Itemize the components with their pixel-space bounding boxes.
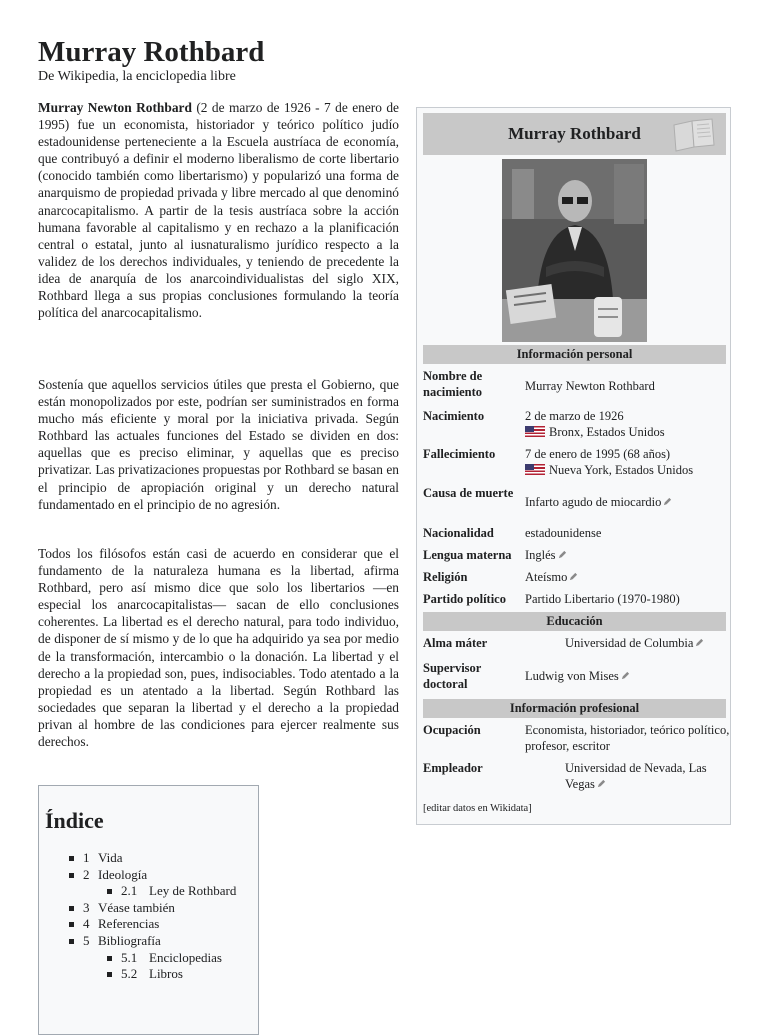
paragraph-intro xyxy=(38,99,399,321)
label-birth-name: Nombre de nacimiento xyxy=(423,369,483,399)
label-occupation: Ocupación xyxy=(423,723,481,737)
pencil-icon[interactable] xyxy=(569,572,578,581)
value-death xyxy=(525,446,730,478)
toc-item[interactable] xyxy=(39,883,259,900)
label-birth: Nacimiento xyxy=(423,409,485,423)
value-occupation[interactable]: Economista, historiador, teórico político, profesor, escritor xyxy=(525,723,730,753)
page-subtitle: De Wikipedia, la enciclopedia libre xyxy=(38,69,236,84)
infobox-title: Murray Rothbard xyxy=(508,124,641,143)
value-language xyxy=(525,547,730,563)
toc-number: 5.1 xyxy=(121,949,138,965)
birth-place-text[interactable]: Bronx, Estados Unidos xyxy=(549,425,665,439)
supervisor-text[interactable]: Ludwig von Mises xyxy=(525,669,619,683)
death-place-text[interactable]: Nueva York, Estados Unidos xyxy=(549,463,694,477)
bullet-icon xyxy=(107,889,112,894)
toc-item[interactable] xyxy=(39,966,259,983)
pencil-icon[interactable] xyxy=(695,638,704,647)
toc-title: Índice xyxy=(45,808,104,833)
toc-text[interactable]: Bibliografía xyxy=(98,932,161,948)
label-party: Partido político xyxy=(423,592,506,606)
toc-text[interactable]: Enciclopedias xyxy=(149,949,222,965)
bullet-icon xyxy=(69,873,74,878)
religion-text[interactable]: Ateísmo xyxy=(525,570,568,584)
value-party[interactable]: Partido Libertario (1970-1980) xyxy=(525,592,680,606)
table-of-contents xyxy=(38,785,259,1035)
paragraph-intro-text: (2 de marzo de 1926 - 7 de enero de 1995) fue un economista, historiador y teórico político judío estadounidense perteneciente a la Escuela austríaca de economía, que contribuyó a definir el moderno liberalismo de corte libertario (conocido también como libertarismo) y popularizó una forma de anarquismo de propiedad privada y libre mercado al que denominó anarcocapitalismo. A partir de la tesis austríaca sobre la acción humana favorable al capitalismo y en rechazo a la planificación central o estatal, junto al iusnaturalismo jurídico respecto a la validez de los derechos individuales, y teniendo de precedente la idea de anarquía de los anarcoindividualistas del siglo XIX, Rothbard llega a sus propias conclusiones formulando la teoría política del anarcocapitalismo. xyxy=(38,100,399,321)
birth-place xyxy=(525,424,730,440)
death-place xyxy=(525,462,730,478)
value-birth-name: Murray Newton Rothbard xyxy=(525,379,655,393)
toc-item[interactable] xyxy=(39,916,259,933)
us-flag-icon xyxy=(525,464,545,475)
value-religion xyxy=(525,569,730,585)
label-death: Fallecimiento xyxy=(423,447,496,461)
toc-text[interactable]: Referencias xyxy=(98,916,160,932)
book-icon xyxy=(670,117,718,153)
bullet-icon xyxy=(69,939,74,944)
toc-item[interactable] xyxy=(39,850,259,867)
value-birth xyxy=(525,408,730,440)
value-supervisor xyxy=(525,668,730,684)
label-religion: Religión xyxy=(423,570,468,584)
section-personal: Información personal xyxy=(423,345,726,364)
toc-text[interactable]: Ley de Rothbard xyxy=(149,883,237,899)
language-text[interactable]: Inglés xyxy=(525,548,556,562)
label-employer: Empleador xyxy=(423,761,483,775)
bullet-icon xyxy=(69,856,74,861)
toc-item[interactable] xyxy=(39,950,259,967)
toc-number: 2 xyxy=(83,866,90,882)
death-date: 7 de enero de 1995 (68 años) xyxy=(525,447,671,461)
value-alma-mater xyxy=(565,635,731,651)
value-nationality: estadounidense xyxy=(525,526,602,540)
pencil-icon[interactable] xyxy=(558,550,567,559)
toc-number: 5 xyxy=(83,932,90,948)
value-cause-death xyxy=(525,494,730,510)
toc-text[interactable]: Ideología xyxy=(98,866,148,882)
employer-text[interactable]: Universidad de Nevada, Las Vegas xyxy=(565,761,707,791)
section-professional: Información profesional xyxy=(423,699,726,718)
toc-text[interactable]: Vida xyxy=(98,850,123,865)
bullet-icon xyxy=(69,906,74,911)
infobox-header xyxy=(423,113,726,155)
toc-item[interactable] xyxy=(39,867,259,884)
label-language: Lengua materna xyxy=(423,548,512,562)
alma-mater-text[interactable]: Universidad de Columbia xyxy=(565,636,694,650)
paragraph-state: Sostenía que aquellos servicios útiles que presta el Gobierno, que están monopolizados por este, podrían ser suministrados en forma mucho más eficiente y moral por la iniciativa privada. Según Rothbard las actuales funciones del Estado se dividen en dos: aquellas que es preciso eliminar, y aquellas que es preciso privatizar. Las privatizaciones propuestas por Rothbard se basan en el principio de apropiación original y un derecho natural fundamentado en el principio de no agresión. xyxy=(38,377,399,512)
bullet-icon xyxy=(107,956,112,961)
lead-name: Murray Newton Rothbard xyxy=(38,100,192,115)
page-title: Murray Rothbard xyxy=(38,36,265,68)
paragraph-liberty: Todos los filósofos están casi de acuerdo en considerar que el fundamento de la naturaleza humana es la libertad, afirma Rothbard, pero así mismo dice que solo los libertarios —en especial los anarcocapitalistas— sacan de ello conclusiones coherentes. La libertad es el derecho natural, para todo individuo, de disponer de sí mismo y de lo que ha adquirido ya sea por medio de la transformación, intercambio o la donación. La libertad y el derecho a la propiedad son, pues, indisociables. Todo atentado a la propiedad es un atentado a la libertad. Según Rothbard las sociedades que separan la libertad y el derecho a la propiedad privan al hombre de las condiciones para ejercer realmente sus derechos. xyxy=(38,546,399,750)
toc-number: 4 xyxy=(83,916,90,932)
wikidata-edit-link[interactable]: [editar datos en Wikidata] xyxy=(423,803,532,814)
toc-number: 5.2 xyxy=(121,966,138,982)
pencil-icon[interactable] xyxy=(663,497,672,506)
birth-date: 2 de marzo de 1926 xyxy=(525,409,624,423)
bullet-icon xyxy=(69,922,74,927)
label-nationality: Nacionalidad xyxy=(423,526,494,540)
toc-item[interactable] xyxy=(39,933,259,950)
value-employer xyxy=(565,760,731,792)
pencil-icon[interactable] xyxy=(597,779,606,788)
cause-death-text[interactable]: Infarto agudo de miocardio xyxy=(525,495,662,509)
label-alma-mater: Alma máter xyxy=(423,636,488,650)
section-education: Educación xyxy=(423,612,726,631)
label-cause-death: Causa de muerte xyxy=(423,486,514,500)
toc-item[interactable] xyxy=(39,900,259,917)
infobox xyxy=(416,107,731,825)
pencil-icon[interactable] xyxy=(621,671,630,680)
toc-text[interactable]: Véase también xyxy=(98,899,175,915)
bullet-icon xyxy=(107,972,112,977)
toc-number: 3 xyxy=(83,899,90,915)
portrait-photo xyxy=(502,159,647,342)
us-flag-icon xyxy=(525,426,545,437)
toc-number: 2.1 xyxy=(121,883,138,899)
toc-text[interactable]: Libros xyxy=(149,966,183,982)
toc-number: 1 xyxy=(83,850,90,865)
toc-list xyxy=(39,850,259,983)
label-supervisor: Supervisor doctoral xyxy=(423,661,482,691)
